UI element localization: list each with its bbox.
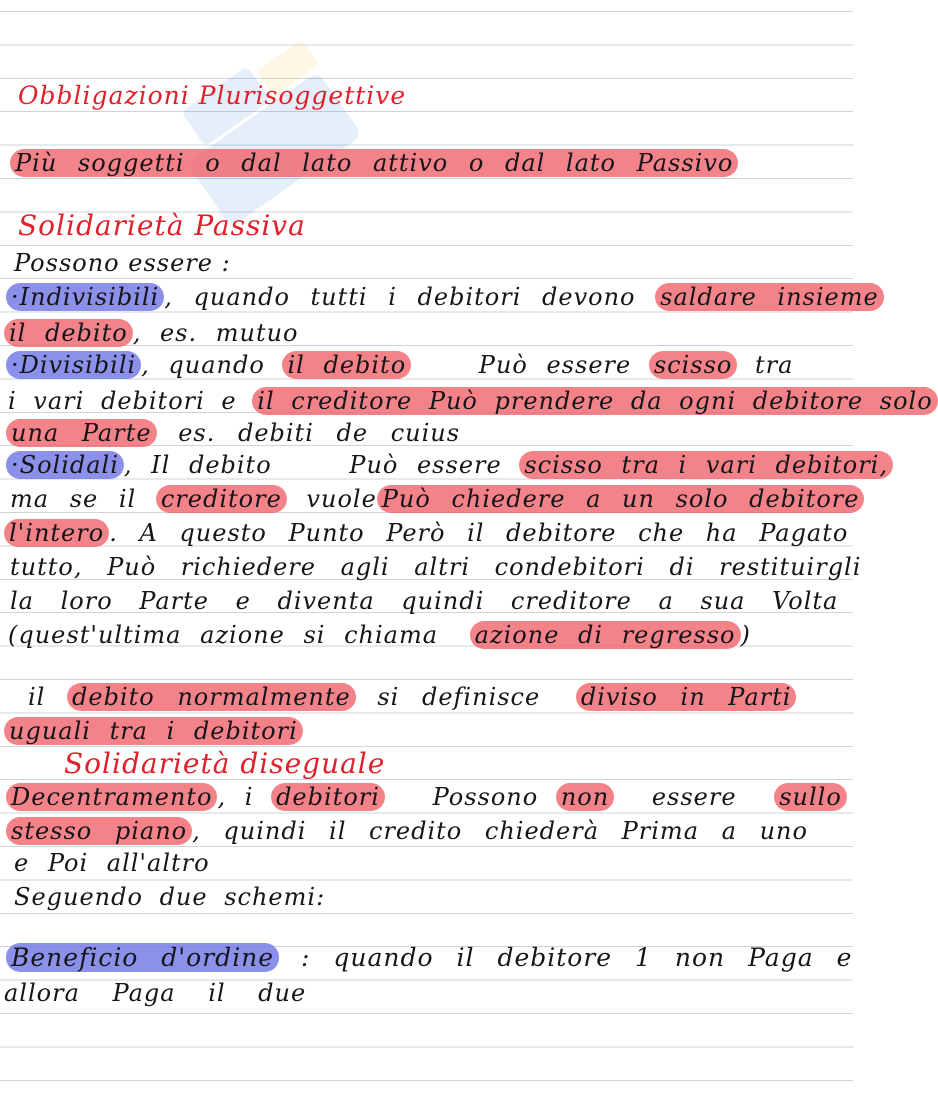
highlight: azione di regresso [470, 621, 741, 649]
note-line [10, 150, 738, 178]
note-line: (quest'ultima azione si chiama azione di regresso ) [8, 621, 751, 649]
note-line: i vari debitori e il creditore Può prendere da ogni debitore solo [8, 388, 938, 416]
highlight: diviso in Parti [576, 683, 797, 711]
highlight: non [556, 783, 614, 811]
highlight: debito normalmente [67, 683, 356, 711]
note-line: ·Indivisibili , quando tutti i debitori devono saldare insieme [6, 284, 884, 312]
highlight: scisso tra i vari debitori, [519, 451, 893, 479]
highlight: scisso [649, 351, 738, 379]
highlight: uguali tra i debitori [4, 717, 303, 745]
highlight: debitori [271, 783, 385, 811]
note-line: il debito , es. mutuo [4, 320, 299, 348]
term-highlight: Beneficio d'ordine [6, 943, 279, 972]
note-line: ·Divisibili , quando il debito Può essere scisso tra [6, 352, 793, 380]
note-line: Possono essere : [14, 249, 231, 277]
highlight: stesso piano [6, 817, 192, 845]
note-line: ma se il creditore vuole Può chiedere a un solo debitore [10, 486, 864, 514]
highlight: creditore [156, 485, 287, 513]
highlight: il creditore Può prendere da ogni debitore solo [252, 387, 937, 415]
note-line: Decentramento , i debitori Possono non essere sullo [6, 784, 847, 812]
highlight: il debito [282, 351, 411, 379]
note-line: Beneficio d'ordine : quando il debitore 1 non Paga e [6, 944, 852, 973]
note-line: la loro Parte e diventa quindi creditore a sua Volta [10, 587, 839, 615]
highlight: Decentramento [6, 783, 217, 811]
note-line: l'intero . A questo Punto Però il debitore che ha Pagato [4, 520, 848, 548]
note-line: il debito normalmente si definisce diviso in Parti [28, 684, 796, 712]
note-line: Seguendo due schemi: [14, 883, 326, 911]
highlight: l'intero [4, 519, 109, 547]
highlight: Più soggetti o dal lato attivo o dal lato Passivo [10, 149, 738, 177]
section-heading: Solidarietà diseguale [64, 747, 386, 780]
highlight: saldare insieme [655, 283, 884, 311]
note-line: allora Paga il due [4, 979, 307, 1007]
highlight: Può chiedere a un solo debitore [377, 485, 865, 513]
section-heading: Solidarietà Passiva [18, 209, 306, 242]
highlight: una Parte [6, 419, 157, 447]
note-line: ·Solidali , Il debito Può essere scisso tra i vari debitori, [6, 452, 893, 480]
note-line: stesso piano , quindi il credito chiederà Prima a uno [6, 818, 808, 846]
note-line: e Poi all'altro [14, 849, 210, 877]
note-line [4, 718, 303, 746]
note-line: una Parte es. debiti de cuius [6, 420, 460, 448]
term-highlight: ·Indivisibili [6, 283, 164, 311]
note-line: tutto, Può richiedere agli altri condebitori di restituirgli [10, 553, 862, 581]
term-highlight: ·Solidali [6, 451, 124, 479]
highlight: il debito [4, 319, 133, 347]
note-title: Obbligazioni Plurisoggettive [18, 81, 407, 110]
term-highlight: ·Divisibili [6, 351, 141, 379]
highlight: sullo [774, 783, 847, 811]
